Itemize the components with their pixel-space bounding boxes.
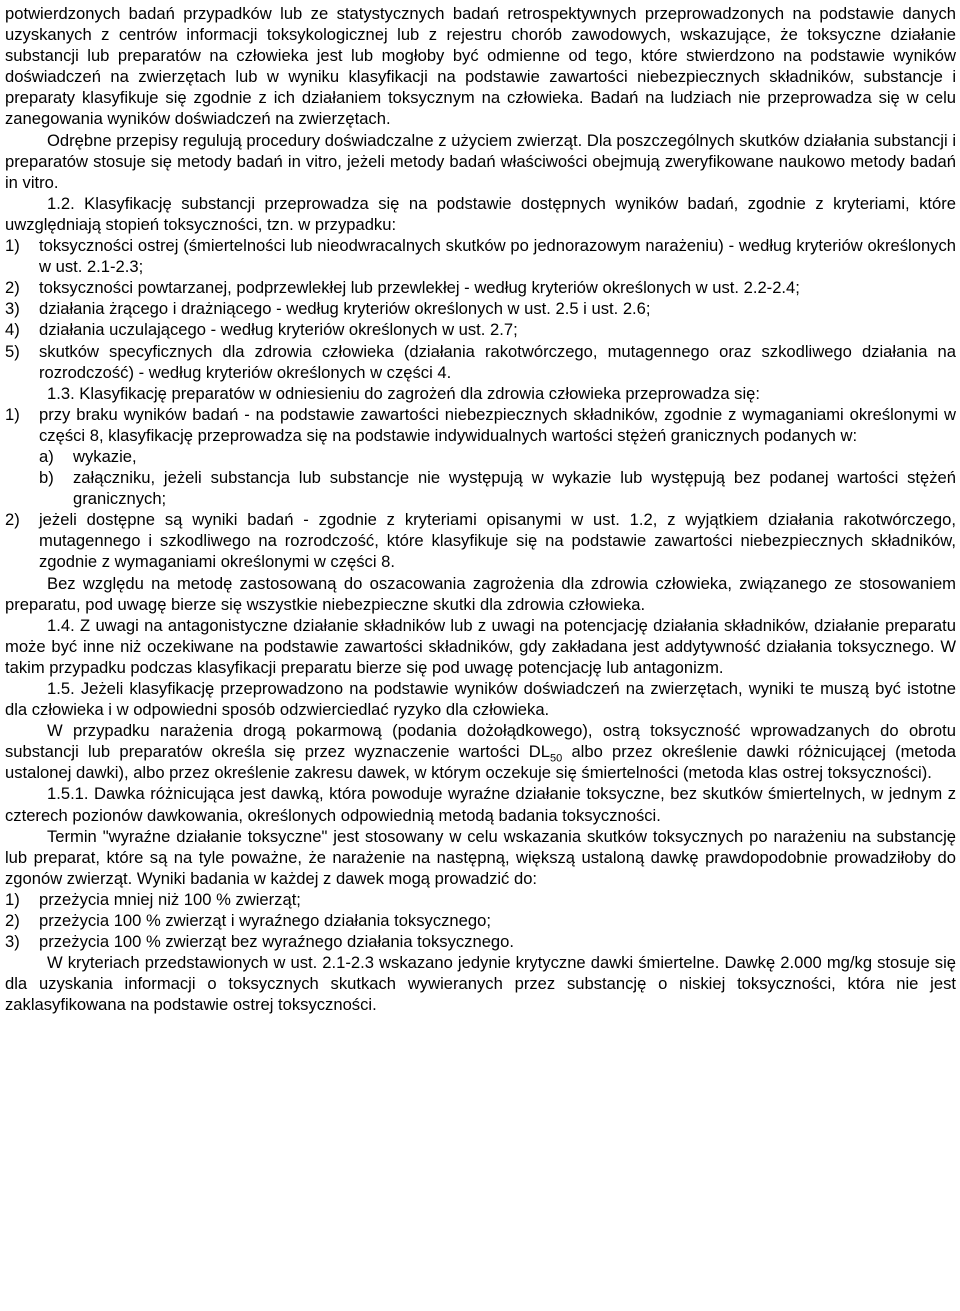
paragraph-bez-wzgledu: Bez względu na metodę zastosowaną do oszacowania zagrożenia dla zdrowia człowieka, związanego ze stosowaniem preparatu, pod uwagę bierze się wszystkie niebezpieczne skutki dla zdrowia człowieka. [5,573,956,614]
sub-list-letter: a) [39,446,54,466]
paragraph-odrebne-przepisy: Odrębne przepisy regulują procedury doświadczalne z użyciem zwierząt. Dla poszczególnych skutków działania substancji i preparatów stosuje się metody badań in vitro, jeżeli metody badań właściwości obejmują zweryfikowane naukowo metody badań in vitro. [5,130,956,192]
list-item-wyniki-2 [5,910,956,931]
list-text: przeżycia mniej niż 100 % zwierząt; [39,889,301,909]
paragraph-1-5: 1.5. Jeżeli klasyfikację przeprowadzono na podstawie wyników doświadczeń na zwierzętach, wyniki te muszą być istotne dla człowieka i w odpowiedni sposób odzwierciedlać ryzyko dla człowieka. [5,679,956,720]
list-text: działania uczulającego - według kryteriów określonych w ust. 2.7; [39,320,518,340]
subscript-50: 50 [549,752,563,765]
list-number: 2) [5,911,20,931]
paragraph-1-2: 1.2. Klasyfikację substancji przeprowadza się na podstawie dostępnych wyników badań, zgodnie z kryteriami, które uwzględniają stopień toksyczności, tzn. w przypadku: [5,193,956,234]
list-item-1-3-2 [5,509,956,572]
list-text: przeżycia 100 % zwierząt bez wyraźnego działania toksycznego. [39,932,515,952]
list-item-wyniki-1 [5,889,956,910]
sub-list-text: wykazie, [73,446,137,466]
list-text: skutków specyficznych dla zdrowia człowieka (działania rakotwórczego, mutagennego oraz szkodliwego działania na rozrodczość) - według kryteriów określonych w części 4. [39,341,956,382]
list-number: 1) [5,889,20,909]
paragraph-termin: Termin "wyraźne działanie toksyczne" jest stosowany w celu wskazania skutków toksycznych po narażeniu na substancję lub preparat, które są na tyle poważne, że narażenie na następną, większą ustaloną dawkę prawdopodobnie prowadziłoby do zgonów zwierząt. Wyniki badania w każdej z dawek mogą prowadzić do: [5,826,956,888]
list-number: 3) [5,299,20,319]
list-text: działania żrącego i drażniącego - według kryteriów określonych w ust. 2.5 i ust. 2.6; [39,299,651,319]
list-number: 1) [5,404,20,424]
sub-list-text: załączniku, jeżeli substancja lub substancje nie występują w wykazie lub występują bez podanej wartości stężeń granicznych; [73,468,956,509]
list-number: 1) [5,236,20,256]
list-item-1-3-1 [5,404,956,446]
list-item-1-2-2 [5,277,956,298]
paragraph-droga-pokarmowa [5,720,956,783]
paragraph-1-4: 1.4. Z uwagi na antagonistyczne działanie składników lub z uwagi na potencjację działania składników, działanie preparatu może być inne niż oczekiwane na podstawie zawartości składników, gdy zakładana jest addytywność działania toksycznego. W takim przypadku podczas klasyfikacji preparatu bierze się pod uwagę potencjację lub antagonizm. [5,615,956,677]
paragraph-intro: potwierdzonych badań przypadków lub ze statystycznych badań retrospektywnych przeprowadzonych na podstawie danych uzyskanych z centrów informacji toksykologicznej lub z rejestru chorób zawodowych, wskazujące, że toksyczne działanie substancji lub preparatów na człowieka jest lub mogłoby być odmienne od tego, które stwierdzono na podstawie wyników doświadczeń na zwierzętach lub w wyniku klasyfikacji na podstawie zawartości niebezpiecznych składników, substancje i preparaty klasyfikuje się zgodnie z ich działaniem toksycznym na człowieka. Badań na ludziach nie przeprowadza się w celu zanegowania wyników doświadczeń na zwierzętach. [5,4,956,129]
paragraph-text: albo przez określenie dawki różnicującej (metoda ustalonej dawki), albo przez określenie zakresu dawek, w którym oczekuje się śmiertelności (metoda klas ostrej toksyczności). [5,742,956,783]
list-number: 4) [5,320,20,340]
list-text: toksyczności ostrej (śmiertelności lub nieodwracalnych skutków po jednorazowym narażeniu) - według kryteriów określonych w ust. 2.1-2.3; [39,236,956,277]
list-item-1-2-3 [5,298,956,319]
paragraph-text: W przypadku narażenia drogą pokarmową (podania dożołądkowego), ostrą toksyczność wprowadzanych do obrotu substancji lub preparatów określa się przez wyznaczenie wartości DL [5,721,956,762]
list-text: przy braku wyników badań - na podstawie zawartości niebezpiecznych składników, zgodnie z wymaganiami określonymi w części 8, klasyfikację przeprowadza się na podstawie indywidualnych wartości stężeń granicznych podanych w: [39,404,956,445]
list-number: 2) [5,510,20,530]
list-item-1-2-5 [5,341,956,383]
list-text: jeżeli dostępne są wyniki badań - zgodnie z kryteriami opisanymi w ust. 1.2, z wyjątkiem działania rakotwórczego, mutagennego i szkodliwego na rozrodczość, które klasyfikuje się na podstawie zawartości niebezpiecznych składników, zgodnie z wymaganiami określonymi w części 8. [39,510,956,572]
list-text: toksyczności powtarzanej, podprzewlekłej lub przewlekłej - według kryteriów określonych w ust. 2.2-2.4; [39,278,800,298]
paragraph-1-5-1: 1.5.1. Dawka różnicująca jest dawką, która powoduje wyraźne działanie toksyczne, bez skutków śmiertelnych, w jednym z czterech pozionów dawkowania, określonych odpowiednią metodą badania toksyczności. [5,784,956,825]
list-text: przeżycia 100 % zwierząt i wyraźnego działania toksycznego; [39,911,491,931]
sub-list-letter: b) [39,468,54,488]
list-item-wyniki-3 [5,931,956,952]
list-item-1-2-4 [5,319,956,340]
paragraph-1-3: 1.3. Klasyfikację preparatów w odniesieniu do zagrożeń dla zdrowia człowieka przeprowadza się: [47,383,760,403]
paragraph-kryteria: W kryteriach przedstawionych w ust. 2.1-2.3 wskazano jedynie krytyczne dawki śmiertelne. Dawkę 2.000 mg/kg stosuje się dla uzyskania informacji o toksycznych skutkach wywieranych przez substancję o niskiej toksyczności, która nie jest zaklasyfikowana na podstawie ostrej toksyczności. [5,953,956,1015]
list-number: 3) [5,932,20,952]
list-item-1-2-1 [5,235,956,277]
list-number: 5) [5,341,20,361]
sub-list-item-a [5,446,956,467]
list-number: 2) [5,278,20,298]
sub-list-item-b [5,467,956,509]
